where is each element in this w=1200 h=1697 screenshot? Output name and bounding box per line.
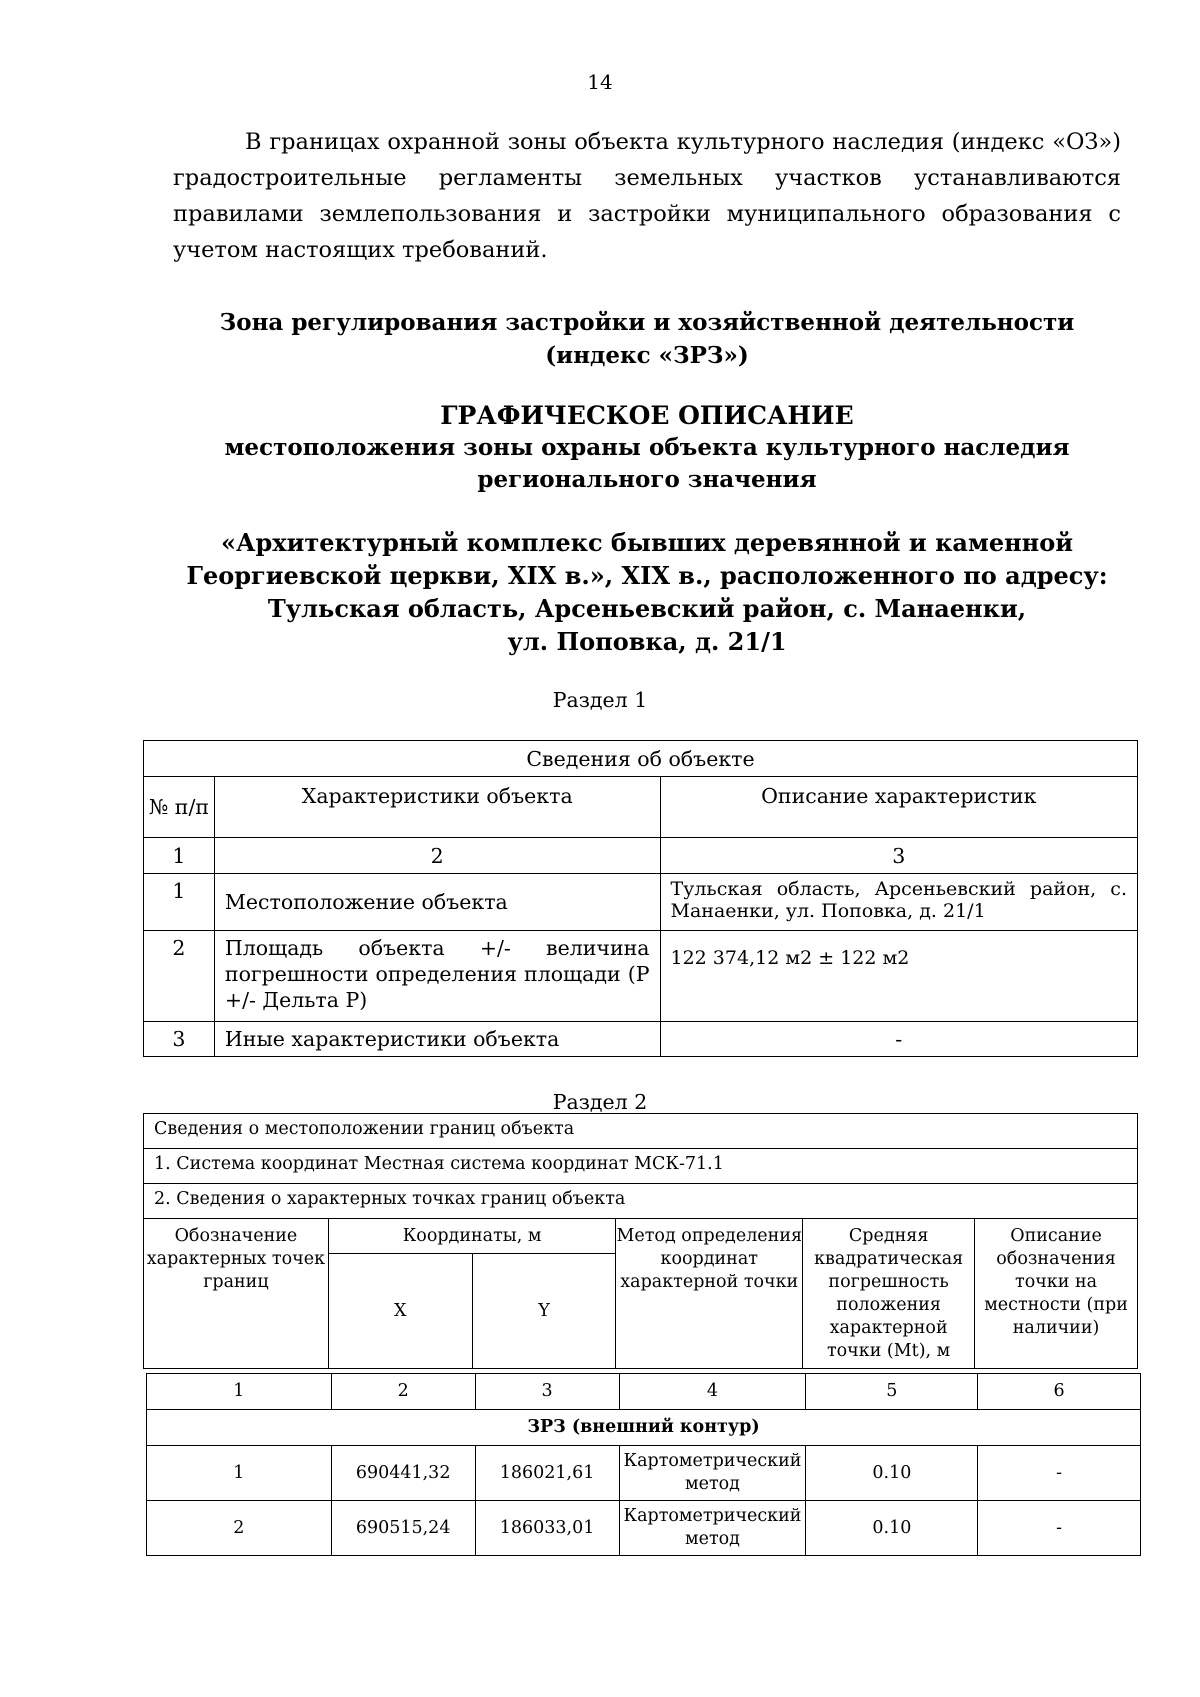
characteristic-points-row: 2. Сведения о характерных точках границ объекта [144, 1184, 1138, 1219]
row-characteristic: Местоположение объекта [214, 874, 660, 931]
header-error: Средняя квадратическая погрешность положения характерной точки (Mt), м [803, 1219, 975, 1369]
object-name-line1: «Архитектурный комплекс бывших деревянной и каменной [220, 528, 1074, 557]
boundary-info-row: Сведения о местоположении границ объекта [144, 1114, 1138, 1149]
object-name-line2: Георгиевской церкви, XIX в.», XIX в., расположенного по адресу: [186, 561, 1108, 590]
column-number: 2 [331, 1374, 475, 1410]
object-name-line4: ул. Поповка, д. 21/1 [507, 627, 787, 656]
boundary-info-table [143, 1113, 1138, 1369]
table-row [147, 1410, 1141, 1446]
object-info-title: Сведения об объекте [144, 741, 1138, 777]
point-y: 186033,01 [475, 1501, 619, 1556]
column-number: 2 [214, 838, 660, 874]
table-row [144, 931, 1138, 1022]
table-row [147, 1446, 1141, 1501]
header-designation: Обозначение характерных точек границ [144, 1219, 329, 1369]
graphic-description-title: ГРАФИЧЕСКОЕ ОПИСАНИЕ [440, 401, 854, 430]
object-info-table [143, 740, 1138, 1057]
row-num: 1 [144, 874, 215, 931]
point-desc: - [978, 1501, 1141, 1556]
header-description: Описание характеристик [660, 777, 1138, 838]
section2-label: Раздел 2 [552, 1090, 648, 1114]
row-num: 3 [144, 1022, 215, 1057]
column-number: 3 [660, 838, 1138, 874]
points-table [146, 1373, 1141, 1556]
zone-title-line2: (индекс «ЗРЗ») [545, 342, 749, 369]
column-number: 5 [806, 1374, 978, 1410]
header-location: Описание обозначения точки на местности (при наличии) [975, 1219, 1138, 1369]
column-number: 6 [978, 1374, 1141, 1410]
group-title: ЗРЗ (внешний контур) [147, 1410, 1141, 1446]
point-method: Картометрический метод [619, 1501, 806, 1556]
table-row [144, 1149, 1138, 1184]
table-row [144, 1219, 1138, 1254]
point-y: 186021,61 [475, 1446, 619, 1501]
point-id: 2 [147, 1501, 332, 1556]
header-x: X [328, 1254, 472, 1369]
column-number: 1 [147, 1374, 332, 1410]
table-row [144, 1022, 1138, 1057]
section1-label: Раздел 1 [552, 688, 648, 712]
header-y: Y [472, 1254, 616, 1369]
row-description: 122 374,12 м2 ± 122 м2 [660, 931, 1138, 1022]
table-row [144, 777, 1138, 838]
coordinate-system-row: 1. Система координат Местная система координат МСК-71.1 [144, 1149, 1138, 1184]
point-x: 690441,32 [331, 1446, 475, 1501]
table-row [147, 1501, 1141, 1556]
zone-title [173, 306, 1121, 372]
point-id: 1 [147, 1446, 332, 1501]
row-description: Тульская область, Арсеньевский район, с. Манаенки, ул. Поповка, д. 21/1 [660, 874, 1138, 931]
column-number: 1 [144, 838, 215, 874]
point-x: 690515,24 [331, 1501, 475, 1556]
table-row [144, 741, 1138, 777]
object-name [173, 526, 1121, 658]
header-num: № п/п [144, 777, 215, 838]
header-coordinates: Координаты, м [328, 1219, 616, 1254]
row-num: 2 [144, 931, 215, 1022]
page-number: 14 [587, 70, 613, 94]
point-method: Картометрический метод [619, 1446, 806, 1501]
point-error: 0.10 [806, 1501, 978, 1556]
row-description: - [660, 1022, 1138, 1057]
table-row [144, 1114, 1138, 1149]
point-desc: - [978, 1446, 1141, 1501]
zone-title-line1: Зона регулирования застройки и хозяйственной деятельности [219, 309, 1075, 336]
point-error: 0.10 [806, 1446, 978, 1501]
header-method: Метод определения координат характерной точки [616, 1219, 803, 1369]
row-characteristic: Площадь объекта +/- величина погрешности определения площади (Р +/- Дельта Р) [214, 931, 660, 1022]
table-row [144, 874, 1138, 931]
header-characteristics: Характеристики объекта [214, 777, 660, 838]
graphic-subtitle-line2: регионального значения [477, 466, 817, 493]
row-characteristic: Иные характеристики объекта [214, 1022, 660, 1057]
object-name-line3: Тульская область, Арсеньевский район, с. Манаенки, [267, 594, 1027, 623]
column-number: 3 [475, 1374, 619, 1410]
table-row [144, 838, 1138, 874]
intro-paragraph: В границах охранной зоны объекта культурного наследия (индекс «ОЗ») градостроительные регламенты земельных участков устанавливаются правилами землепользования и застройки муниципального образования с учетом настоящих требований. [173, 129, 1121, 263]
column-number: 4 [619, 1374, 806, 1410]
graphic-subtitle-line1: местоположения зоны охраны объекта культурного наследия [224, 434, 1070, 461]
table-row [144, 1184, 1138, 1219]
graphic-description-subtitle [173, 432, 1121, 496]
table-row [147, 1374, 1141, 1410]
